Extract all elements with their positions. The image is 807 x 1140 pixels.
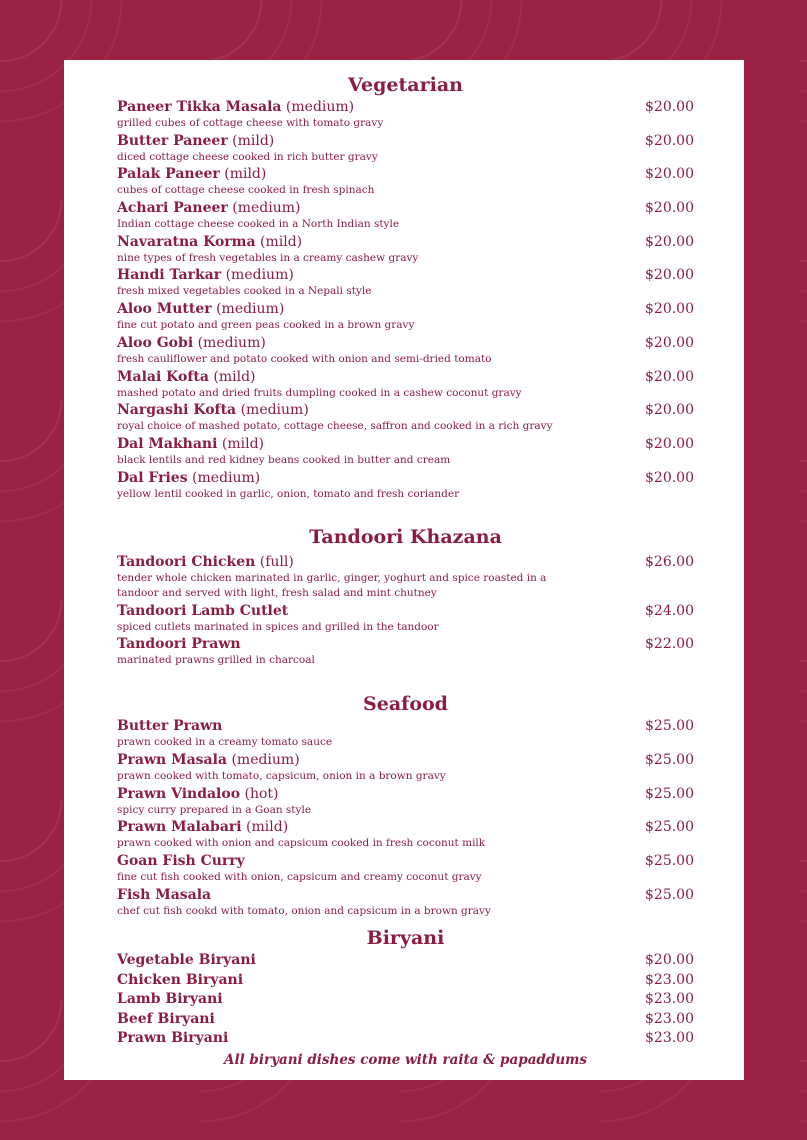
item-spice: (medium) [193, 334, 266, 351]
menu-item [117, 971, 694, 991]
menu-item [117, 300, 694, 334]
item-price: $20.00 [645, 233, 694, 250]
item-price: $22.00 [645, 636, 694, 653]
item-name: Chicken Biryani [117, 971, 244, 988]
item-price: $25.00 [645, 819, 694, 836]
item-price: $25.00 [645, 785, 694, 802]
item-desc: fine cut potato and green peas cooked in a brown gravy [117, 319, 415, 332]
item-spice: (mild) [227, 132, 275, 149]
item-price: $23.00 [645, 971, 694, 988]
item-name: Dal Makhani [117, 435, 218, 452]
item-spice: (mild) [241, 819, 289, 836]
item-price: $20.00 [645, 334, 694, 351]
item-price: $20.00 [645, 952, 694, 969]
item-spice: (medium) [221, 267, 294, 284]
section-title-vegetarian: Vegetarian [348, 74, 463, 96]
item-desc: chef cut fish cookd with tomato, onion and capsicum in a brown gravy [117, 904, 491, 917]
menu-item [117, 1029, 694, 1049]
item-spice: (medium) [281, 99, 355, 115]
item-spice: (hot) [240, 785, 279, 802]
menu-item [117, 132, 694, 166]
menu-item [117, 1010, 694, 1030]
item-name: Prawn Biryani [117, 1030, 229, 1047]
item-price: $20.00 [645, 132, 694, 149]
item-desc-line-2: tandoor and served with light, fresh salad and mint chutney [117, 587, 437, 600]
item-spice: (medium) [227, 200, 301, 217]
menu-item [117, 785, 694, 819]
item-spice: (medium) [227, 751, 300, 768]
item-price: $25.00 [645, 751, 694, 768]
item-desc: mashed potato and dried fruits dumpling cooked in a cashew coconut gravy [117, 386, 522, 399]
item-price: $23.00 [645, 991, 694, 1008]
menu-item [117, 852, 694, 886]
item-name: Navaratna Korma [117, 233, 256, 250]
item-name: Prawn Vindaloo [117, 785, 241, 802]
item-desc: cubes of cottage cheese cooked in fresh spinach [117, 184, 375, 197]
menu-item [117, 553, 694, 602]
item-name: Achari Paneer [117, 200, 228, 217]
item-price: $25.00 [645, 852, 694, 869]
item-desc: nine types of fresh vegetables in a creamy cashew gravy [117, 251, 419, 264]
menu-item [117, 401, 694, 435]
section-title-tandoori: Tandoori Khazana [309, 526, 502, 549]
item-spice: (medium) [187, 469, 261, 486]
menu-item [117, 886, 694, 920]
item-price: $20.00 [645, 200, 694, 217]
biryani-note: All biryani dishes come with raita & papaddums [223, 1051, 588, 1068]
item-name: Malai Kofta [117, 368, 209, 385]
menu-item [117, 435, 694, 469]
item-name: Fish Masala [117, 886, 212, 903]
menu-card [64, 60, 744, 1080]
item-name: Butter Paneer [117, 132, 228, 149]
item-name: Tandoori Chicken [117, 554, 256, 571]
item-price: $23.00 [645, 1030, 694, 1047]
item-desc: prawn cooked in a creamy tomato sauce [117, 736, 333, 749]
item-desc: prawn cooked with onion and capsicum cooked in fresh coconut milk [117, 837, 486, 850]
menu-item [117, 635, 694, 669]
menu-item [117, 717, 694, 751]
item-desc: tender whole chicken marinated in garlic, ginger, yoghurt and spice roasted in a [117, 572, 547, 585]
item-desc: yellow lentil cooked in garlic, onion, tomato and fresh coriander [117, 487, 460, 500]
menu-item [117, 165, 694, 199]
item-name: Palak Paneer [117, 166, 220, 183]
menu-item [117, 266, 694, 300]
item-spice: (mild) [255, 233, 303, 250]
item-spice: (mild) [217, 435, 264, 452]
item-price: $20.00 [645, 435, 694, 452]
menu-item [117, 199, 694, 233]
item-desc: spicy curry prepared in a Goan style [117, 803, 312, 816]
menu-item [117, 233, 694, 267]
item-name: Aloo Mutter [117, 301, 212, 318]
item-desc: spiced cutlets marinated in spices and grilled in the tandoor [117, 620, 439, 633]
item-desc: Indian cottage cheese cooked in a North Indian style [117, 218, 400, 231]
item-spice: (full) [255, 554, 294, 571]
item-spice: (medium) [211, 301, 285, 318]
item-spice: (mild) [219, 166, 267, 183]
item-name: Vegetable Biryani [117, 952, 256, 969]
item-desc: royal choice of mashed potato, cottage cheese, saffron and cooked in a rich gravy [117, 420, 553, 433]
menu-item [117, 818, 694, 852]
item-price: $20.00 [645, 469, 694, 486]
menu-item [117, 751, 694, 785]
item-desc: diced cottage cheese cooked in rich butter gravy [117, 150, 378, 163]
item-price: $20.00 [645, 301, 694, 318]
menu-item [117, 98, 694, 132]
item-name: Dal Fries [117, 469, 188, 486]
item-spice: (medium) [236, 402, 309, 419]
item-name: Goan Fish Curry [117, 852, 245, 869]
item-price: $26.00 [645, 554, 694, 571]
item-desc: grilled cubes of cottage cheese with tomato gravy [117, 117, 384, 129]
item-desc: fresh mixed vegetables cooked in a Nepali style [117, 285, 372, 298]
item-price: $20.00 [645, 166, 694, 183]
menu-item [117, 990, 694, 1010]
item-price: $20.00 [645, 99, 694, 115]
item-desc: prawn cooked with tomato, capsicum, onion in a brown gravy [117, 769, 446, 782]
item-name: Tandoori Lamb Cutlet [117, 602, 289, 619]
item-spice: (mild) [208, 368, 256, 385]
item-price: $20.00 [645, 267, 694, 284]
item-desc: fresh cauliflower and potato cooked with onion and semi-dried tomato [117, 352, 492, 365]
menu-item [117, 469, 694, 503]
item-name: Lamb Biryani [117, 991, 223, 1008]
section-title-biryani: Biryani [366, 927, 445, 950]
item-name: Beef Biryani [117, 1010, 215, 1027]
menu-item [117, 334, 694, 368]
item-desc: fine cut fish cooked with onion, capsicum and creamy coconut gravy [117, 870, 482, 883]
item-name: Handi Tarkar [117, 267, 222, 284]
item-price: $23.00 [645, 1010, 694, 1027]
seafood-list [117, 717, 694, 919]
menu-item [117, 368, 694, 402]
item-name: Aloo Gobi [117, 334, 194, 351]
menu-item [117, 602, 694, 636]
item-price: $25.00 [645, 886, 694, 903]
item-price: $20.00 [645, 368, 694, 385]
biryani-list [117, 951, 694, 1049]
item-name: Nargashi Kofta [117, 402, 237, 419]
item-desc: black lentils and red kidney beans cooked in butter and cream [117, 453, 451, 466]
tandoori-list [117, 553, 694, 669]
item-name: Paneer Tikka Masala [117, 99, 282, 115]
item-price: $20.00 [645, 402, 694, 419]
item-desc: marinated prawns grilled in charcoal [117, 654, 315, 667]
item-name: Prawn Masala [117, 751, 227, 768]
menu-item [117, 951, 694, 971]
item-price: $25.00 [645, 718, 694, 735]
item-name: Tandoori Prawn [117, 636, 241, 653]
vegetarian-list [117, 98, 694, 502]
item-name: Butter Prawn [117, 718, 223, 735]
section-title-seafood: Seafood [363, 693, 448, 716]
item-price: $24.00 [645, 602, 694, 619]
item-name: Prawn Malabari [117, 819, 242, 836]
